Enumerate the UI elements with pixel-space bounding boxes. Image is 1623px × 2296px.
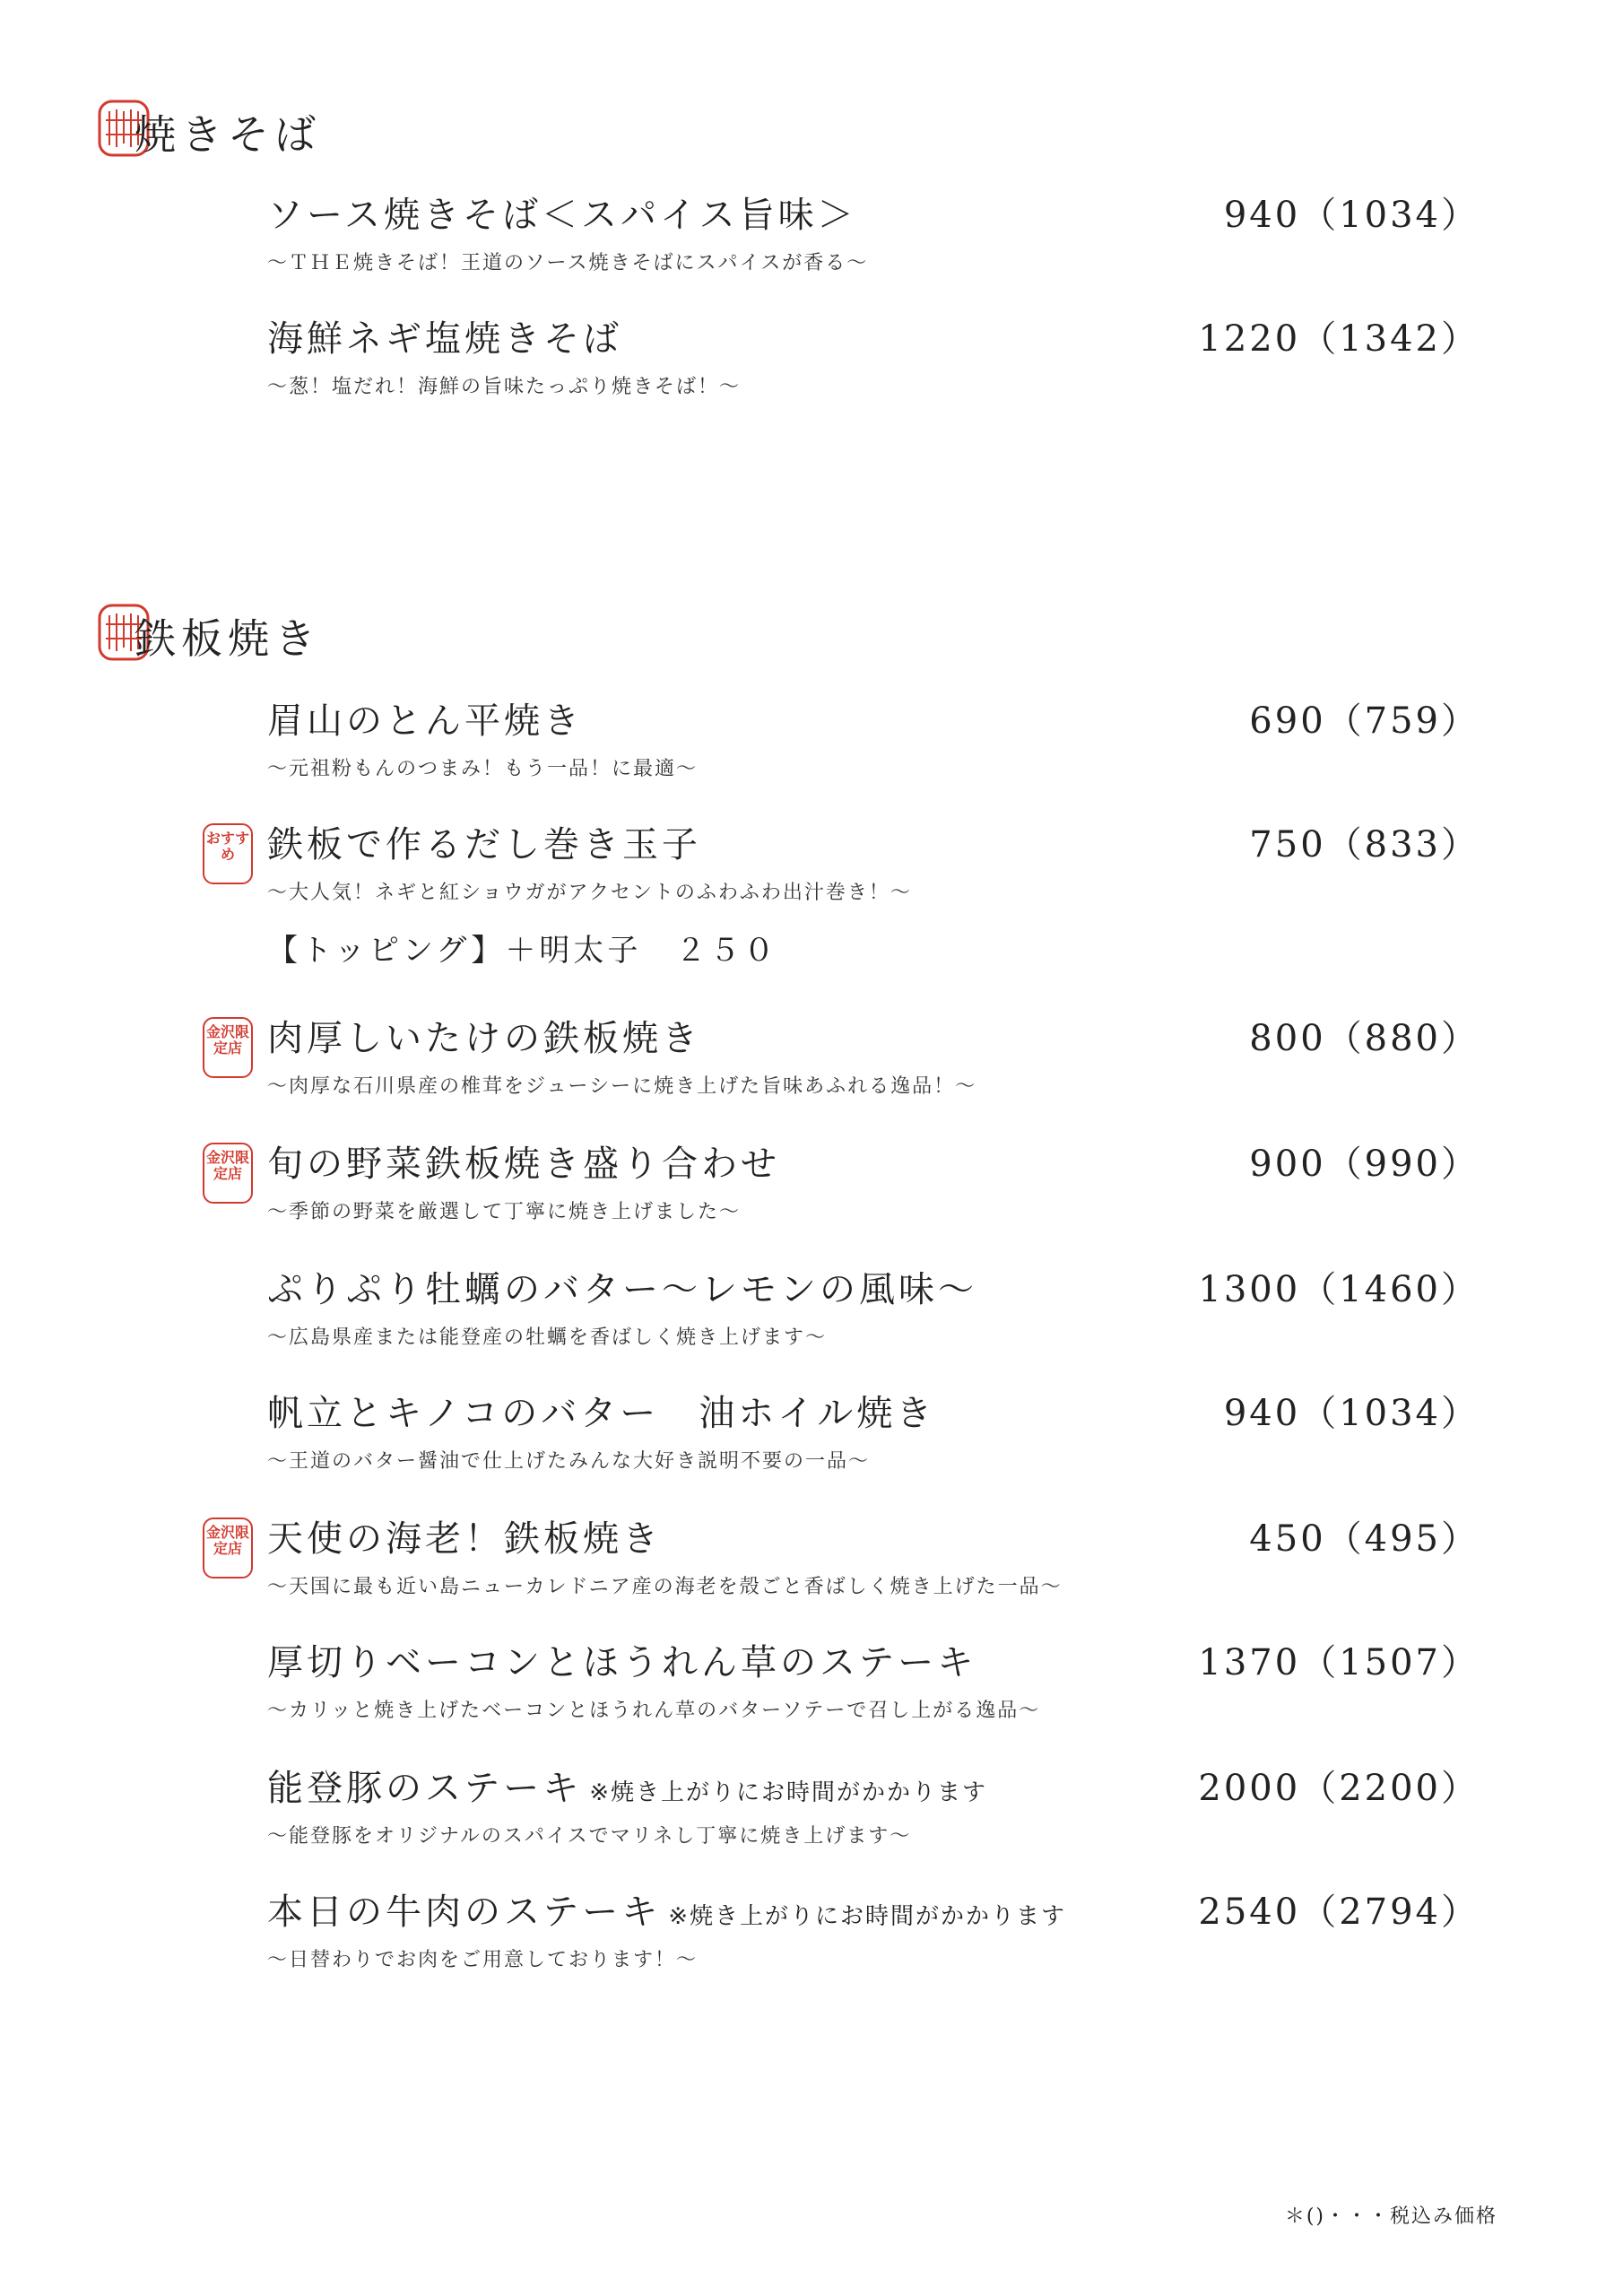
section-title: 焼きそば — [135, 110, 321, 159]
item-description: ～大人気！ネギと紅ショウガがアクセントのふわふわ出汁巻き！～ — [267, 882, 912, 904]
item-name: 眉山のとん平焼き — [267, 700, 583, 742]
menu-item — [0, 696, 1623, 795]
item-price: 1220（1342） — [1198, 318, 1480, 360]
item-description: ～日替わりでお肉をご用意しております！～ — [267, 1949, 699, 1971]
item-name: 海鮮ネギ塩焼きそば — [267, 318, 622, 360]
item-description: ～季節の野菜を厳選して丁寧に焼き上げました～ — [267, 1201, 742, 1223]
item-name: 鉄板で作るだし巻き玉子 — [267, 824, 701, 865]
item-price: 940（1034） — [1223, 1393, 1480, 1434]
badge-label: 金沢限定店 — [205, 1149, 249, 1182]
badge-label: 金沢限定店 — [205, 1023, 249, 1057]
menu-item — [0, 314, 1623, 413]
item-name: 帆立とキノコのバター 油ホイル焼き — [267, 1393, 936, 1434]
tax-footnote: ＊()・・・税込み価格 — [1284, 2205, 1497, 2228]
item-price: 2540（2794） — [1198, 1892, 1480, 1933]
section-title: 鉄板焼き — [135, 614, 321, 663]
item-name: 天使の海老！鉄板焼き — [267, 1518, 662, 1560]
item-name: ソース焼きそば＜スパイス旨味＞ — [267, 195, 857, 236]
item-name — [267, 1887, 1066, 1942]
item-price: 450（495） — [1249, 1518, 1480, 1560]
menu-item — [0, 1388, 1623, 1487]
item-price: 940（1034） — [1223, 195, 1480, 236]
item-description: ～ＴＨＥ焼きそば！王道のソース焼きそばにスパイスが香る～ — [267, 252, 869, 274]
item-price: 1300（1460） — [1198, 1269, 1480, 1310]
menu-item — [0, 1887, 1623, 1986]
item-note: ※焼き上がりにお時間がかかります — [668, 1903, 1066, 1930]
kanazawa-limited-badge — [203, 1518, 253, 1578]
menu-item — [0, 1013, 1623, 1112]
item-price: 1370（1507） — [1198, 1642, 1480, 1683]
item-price: 800（880） — [1249, 1018, 1480, 1059]
item-description: ～広島県産または能登産の牡蠣を香ばしく焼き上げます～ — [267, 1326, 828, 1349]
item-price: 900（990） — [1249, 1144, 1480, 1185]
item-description: ～元祖粉もんのつまみ！もう一品！に最適～ — [267, 758, 699, 780]
menu-item — [0, 1763, 1623, 1862]
item-price: 750（833） — [1249, 824, 1480, 865]
item-name-text: 本日の牛肉のステーキ — [267, 1892, 662, 1933]
menu-item — [0, 1638, 1623, 1736]
item-name: 厚切りベーコンとほうれん草のステーキ — [267, 1642, 977, 1683]
item-description: ～カリッと焼き上げたベーコンとほうれん草のバターソテーで召し上がる逸品～ — [267, 1700, 1041, 1722]
menu-item — [0, 820, 1623, 972]
recommended-badge — [203, 823, 253, 884]
item-name-text: 能登豚のステーキ — [267, 1768, 583, 1809]
menu-item — [0, 1139, 1623, 1238]
item-description: ～肉厚な石川県産の椎茸をジューシーに焼き上げた旨味あふれる逸品！～ — [267, 1075, 977, 1098]
item-description: ～能登豚をオリジナルのスパイスでマリネし丁寧に焼き上げます～ — [267, 1825, 912, 1848]
item-name: 旬の野菜鉄板焼き盛り合わせ — [267, 1144, 780, 1185]
item-name: 肉厚しいたけの鉄板焼き — [267, 1018, 701, 1059]
item-note: ※焼き上がりにお時間がかかります — [589, 1779, 987, 1806]
item-description: ～王道のバター醤油で仕上げたみんな大好き説明不要の一品～ — [267, 1450, 871, 1473]
item-price: 690（759） — [1249, 700, 1480, 742]
menu-item — [0, 1265, 1623, 1363]
item-name: ぷりぷり牡蠣のバター～レモンの風味～ — [267, 1269, 977, 1310]
item-description: ～天国に最も近い島ニューカレドニア産の海老を殻ごと香ばしく焼き上げた一品～ — [267, 1576, 1063, 1598]
item-price: 2000（2200） — [1198, 1768, 1480, 1809]
kanazawa-limited-badge — [203, 1017, 253, 1078]
item-description: ～葱！塩だれ！海鮮の旨味たっぷり焼きそば！～ — [267, 376, 742, 398]
menu-item — [0, 190, 1623, 289]
item-name — [267, 1763, 987, 1818]
topping-option: 【トッピング】＋明太子 ２５０ — [267, 933, 778, 969]
badge-label: おすすめ — [205, 830, 250, 863]
badge-label: 金沢限定店 — [205, 1524, 249, 1557]
menu-item — [0, 1514, 1623, 1613]
kanazawa-limited-badge — [203, 1143, 253, 1204]
